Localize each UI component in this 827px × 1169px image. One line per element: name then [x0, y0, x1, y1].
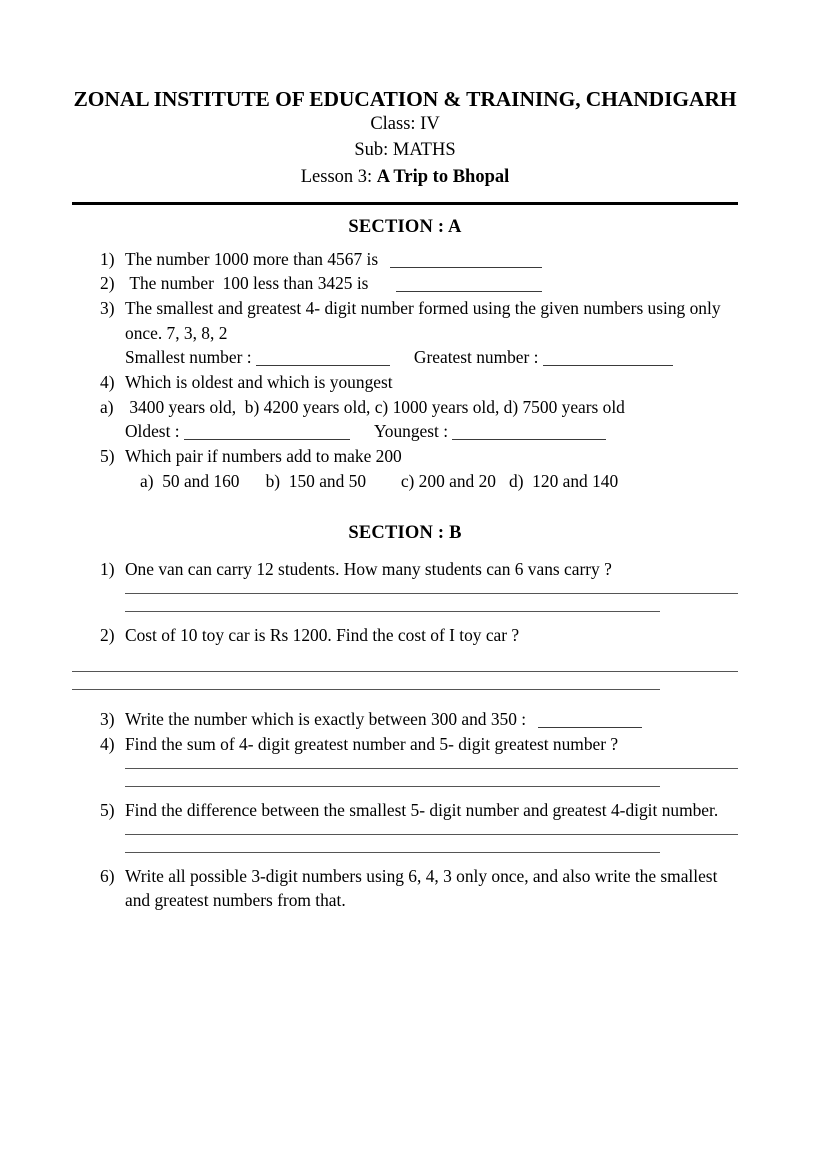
page-title: ZONAL INSTITUTE OF EDUCATION & TRAINING, CHANDIGARH: [73, 87, 737, 111]
answer-area-b4: [72, 768, 738, 787]
lesson-line: [72, 164, 738, 191]
spacer: [72, 647, 738, 671]
answer-blank[interactable]: [390, 267, 542, 268]
question-text: Cost of 10 toy car is Rs 1200. Find the cost of I toy car ?: [125, 624, 520, 645]
spacer: [72, 672, 738, 689]
question-marker: 4): [100, 372, 115, 393]
question-a3-answer-row: [72, 345, 738, 370]
question-b6: [72, 864, 738, 913]
question-marker: 6): [100, 865, 115, 886]
section-b-questions: [72, 557, 738, 913]
question-body: The number 1000 more than 4567 is: [125, 248, 379, 269]
question-body: Write the number which is exactly between 300 and 350 :: [125, 709, 531, 730]
greatest-number-blank[interactable]: [543, 365, 673, 366]
question-marker: 1): [100, 248, 115, 269]
section-heading-b: SECTION : B: [348, 522, 462, 543]
subject-line: Sub: MATHS: [354, 140, 456, 161]
spacer: [72, 787, 738, 798]
question-a3: [72, 296, 738, 345]
question-text: Find the difference between the smallest 5- digit number and greatest 4-digit number.: [125, 799, 719, 820]
answer-area-b1: [72, 593, 738, 612]
question-b4: [72, 732, 738, 757]
youngest-blank[interactable]: [452, 439, 606, 440]
spacer: [72, 612, 738, 623]
question-b2: [72, 623, 738, 648]
spacer: [125, 835, 738, 852]
question-text: Find the sum of 4- digit greatest number and 5- digit greatest number ?: [125, 734, 619, 755]
question-body: The number 100 less than 3425 is: [125, 273, 369, 294]
question-b1: [72, 557, 738, 582]
answer-blank[interactable]: [396, 291, 542, 292]
question-marker: 3): [100, 709, 115, 730]
smallest-number-label: Smallest number :: [125, 347, 256, 368]
question-text: One van can carry 12 students. How many students can 6 vans carry ?: [125, 559, 612, 580]
question-marker: 5): [100, 446, 115, 467]
question-text: Which is oldest and which is youngest: [125, 372, 393, 393]
question-text: Which pair if numbers add to make 200: [125, 446, 402, 467]
section-heading-a: SECTION : A: [348, 217, 462, 237]
question-text: [125, 707, 738, 732]
lesson-prefix: Lesson 3:: [300, 167, 377, 188]
question-a1: [72, 247, 738, 272]
spacer: [72, 582, 738, 593]
option-marker: a): [100, 396, 114, 417]
question-a4: [72, 370, 738, 395]
question-text: Write all possible 3-digit numbers using 6, 4, 3 only once, and also write the smallest and greatest numbers from that.: [125, 865, 722, 911]
spacer: [72, 853, 738, 864]
spacer: [72, 546, 738, 557]
smallest-number-blank[interactable]: [256, 365, 390, 366]
question-text: [125, 247, 738, 272]
class-line: Class: IV: [370, 113, 440, 134]
question-marker: 2): [100, 624, 115, 645]
spacer: [72, 823, 738, 834]
spacer: [125, 769, 738, 786]
spacer: [72, 690, 738, 707]
page-content: [72, 0, 738, 913]
oldest-label: Oldest :: [125, 421, 184, 442]
youngest-label: Youngest :: [373, 421, 453, 442]
question-a2: [72, 271, 738, 296]
answer-area-b5: [72, 834, 738, 853]
question-a4-answer-row: [72, 419, 738, 444]
spacer: [72, 757, 738, 768]
oldest-blank[interactable]: [184, 439, 350, 440]
spacer: [72, 494, 738, 511]
greatest-number-label: Greatest number :: [413, 347, 543, 368]
question-text: The smallest and greatest 4- digit number formed using the given numbers using only once. 7, 3, 8, 2: [125, 297, 725, 343]
question-a4-options: [72, 395, 738, 420]
question-a5: [72, 444, 738, 469]
answer-blank[interactable]: [538, 727, 642, 728]
question-b5: [72, 798, 738, 823]
section-a-questions: [72, 247, 738, 494]
question-marker: 3): [100, 297, 115, 318]
spacer: [125, 594, 738, 611]
question-marker: 1): [100, 559, 115, 580]
question-text: [125, 271, 738, 296]
question-a5-options: [72, 469, 738, 494]
option-text: a) 50 and 160 b) 150 and 50 c) 200 and 20 d) 120 and 140: [140, 470, 619, 491]
option-text: 3400 years old, b) 4200 years old, c) 1000 years old, d) 7500 years old: [125, 396, 625, 417]
answer-area-b2: [72, 671, 738, 690]
question-marker: 4): [100, 734, 115, 755]
question-marker: 5): [100, 799, 115, 820]
question-b3: [72, 707, 738, 732]
question-marker: 2): [100, 273, 115, 294]
lesson-title: A Trip to Bhopal: [376, 167, 510, 188]
